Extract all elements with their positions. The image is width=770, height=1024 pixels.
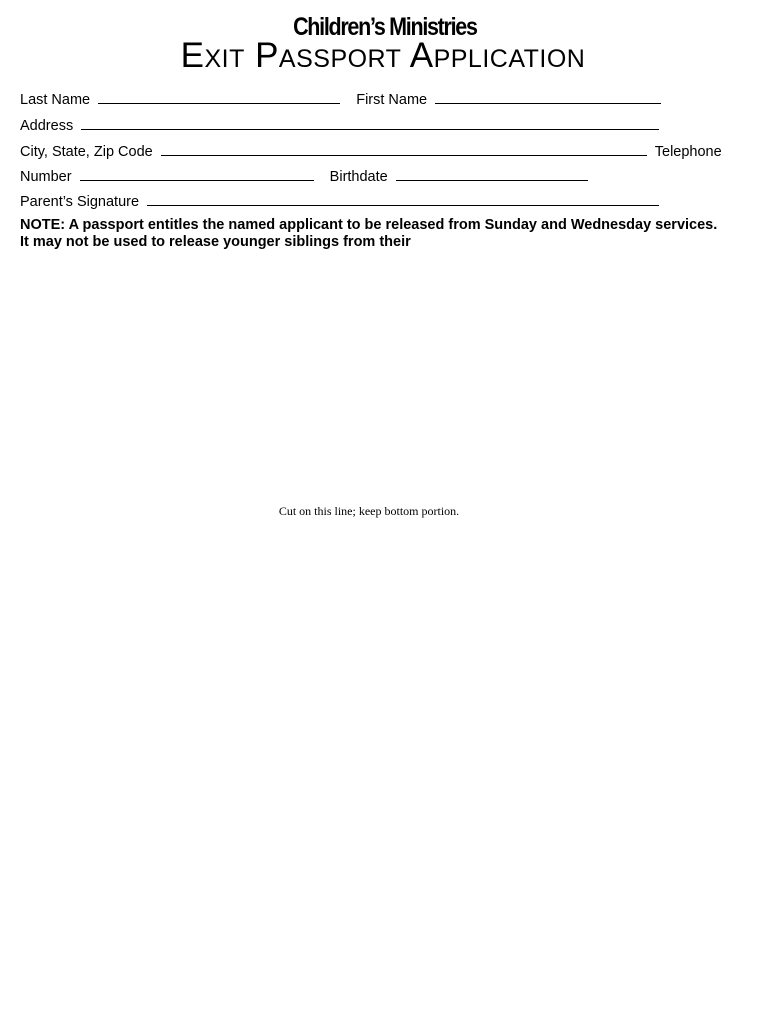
- telephone-number-field[interactable]: [80, 167, 314, 181]
- cut-line-instruction: Cut on this line; keep bottom portion.: [278, 504, 460, 518]
- birthdate-label: Birthdate: [329, 169, 388, 185]
- number-birthdate-row: [20, 167, 588, 186]
- address-row: [20, 116, 659, 135]
- address-field[interactable]: [81, 116, 659, 130]
- telephone-label: Telephone: [654, 144, 722, 160]
- parent-signature-row: [20, 192, 659, 211]
- birthdate-field[interactable]: [396, 167, 588, 181]
- name-row: [20, 90, 661, 109]
- city-state-zip-field[interactable]: [161, 142, 647, 156]
- form-title: Exit Passport Application: [180, 36, 586, 75]
- first-name-field[interactable]: [435, 90, 661, 104]
- last-name-label: Last Name: [20, 92, 91, 108]
- address-label: Address: [20, 118, 74, 134]
- parent-signature-label: Parent’s Signature: [20, 194, 140, 210]
- organization-heading: Children’s Ministries: [293, 13, 477, 41]
- city-state-zip-label: City, State, Zip Code: [20, 144, 153, 160]
- number-label: Number: [20, 169, 72, 185]
- note-text: NOTE: A passport entitles the named applicant to be released from Sunday and Wednesday services. It may not be used to release younger siblings from their: [20, 217, 718, 250]
- parent-signature-field[interactable]: [147, 192, 659, 206]
- last-name-field[interactable]: [98, 90, 340, 104]
- first-name-label: First Name: [356, 92, 428, 108]
- city-state-zip-row: [20, 142, 722, 161]
